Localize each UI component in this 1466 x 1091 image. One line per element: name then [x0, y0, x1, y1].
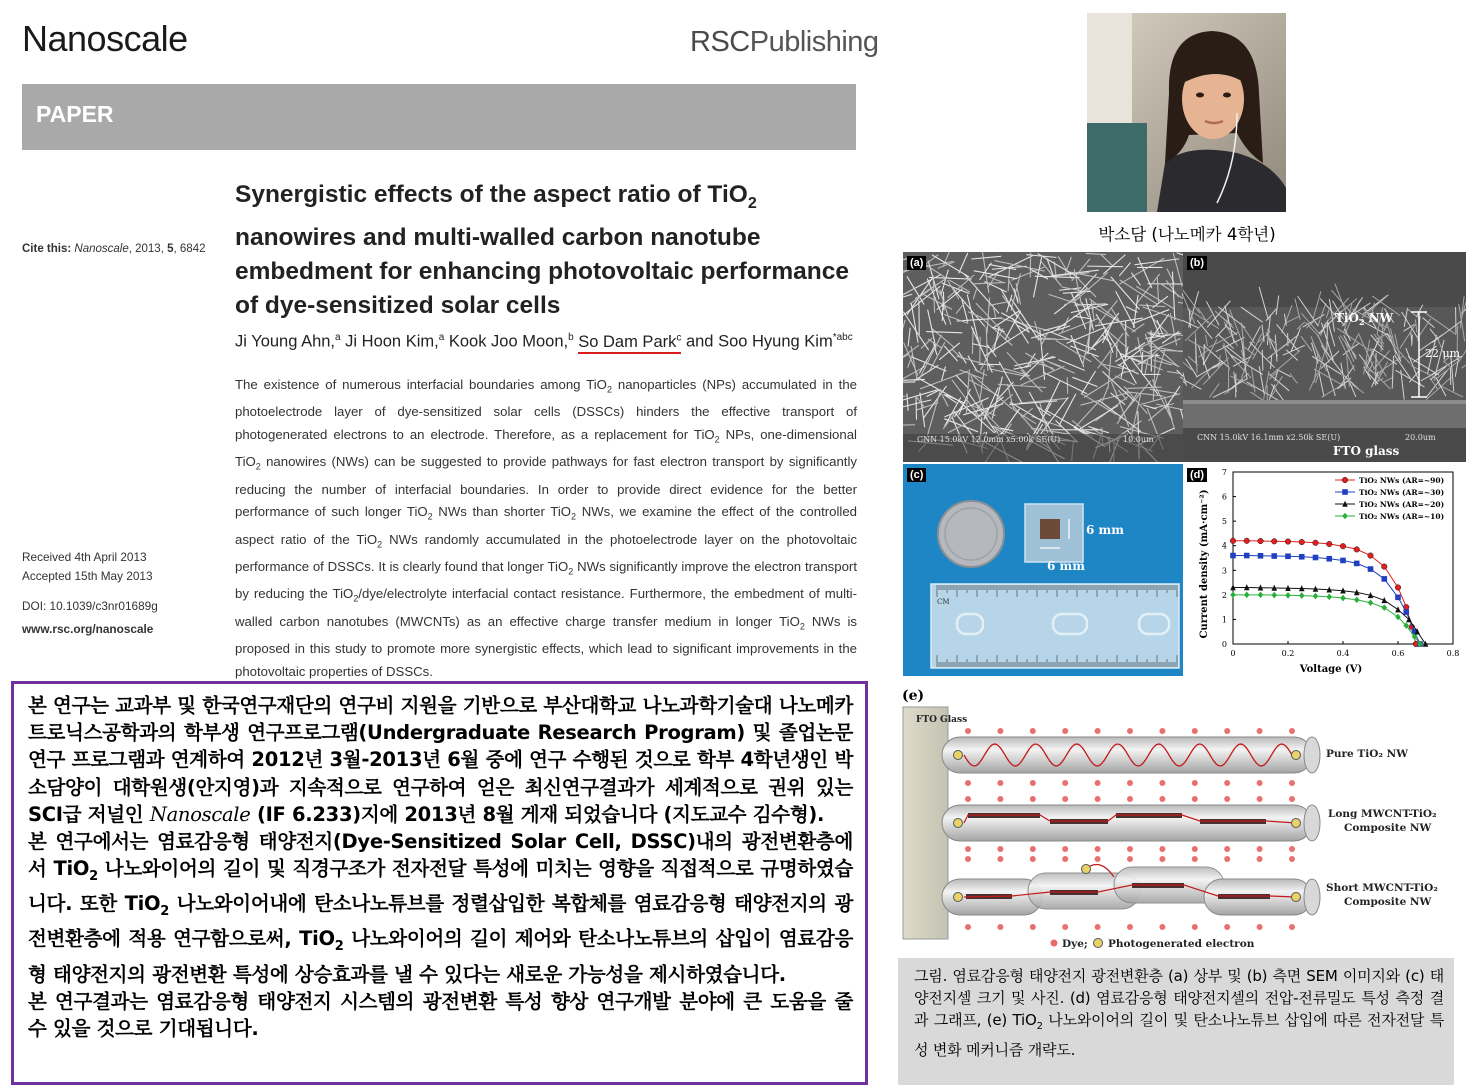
data-point	[1258, 538, 1264, 544]
data-point	[1340, 543, 1346, 549]
data-point	[1299, 554, 1305, 560]
author-list: Ji Young Ahn,$^a$ Ji Hoon Kim,$^a$ Kook Joo Moon,$^b$ So Dam Park$^c$ and Soo Hyung Kim$^{*abc}$	[235, 332, 853, 352]
data-point	[1230, 538, 1236, 544]
panel-label-e: (e)	[902, 688, 925, 704]
summary-paragraph-2: 본 연구에서는 염료감응형 태양전지(Dye-Sensitized Solar Cell, DSSC)내의 광전변환층에서 TiO$_2$ 나노와이어의 길이 및 직경구조가 전자전달 특성에 미치는 영향을 직접적으로 규명하였습니다. 또한 TiO$_2$ 나노와이어내에 탄소나노튜브를 정렬삽입한 복합체를 염료감응형 태양전지의 광전변환층에 적용 연구함으로써, TiO$_2$ 나노와이어의 길이 제어와 탄소나노튜브의 삽입이 염료감응형 태양전지의 광전변환 특성에 상승효과를 낼 수 있다는 새로운 가능성을 제시하였습니다.	[28, 830, 854, 986]
data-point	[1368, 553, 1374, 559]
journal-url[interactable]: www.rsc.org/nanoscale	[22, 622, 154, 636]
panel-label-d: (d)	[1187, 468, 1207, 482]
sem-a-info: CNN 15.0kV 12.0mm x5.00k SE(U)	[917, 435, 1061, 444]
data-point	[1381, 564, 1387, 570]
photo-caption: 박소담 (나노메카 4학년)	[1098, 225, 1276, 244]
data-point	[1271, 553, 1277, 559]
mechanism-schematic	[900, 687, 1466, 950]
paper-title: Synergistic effects of the aspect ratio of TiO$_2$ nanowires and multi-walled carbon nanotube embedment for enhancing photovoltaic performance of dye-sensitized solar cells	[235, 181, 849, 319]
portrait-image	[1087, 13, 1286, 212]
sem-b-nw-label: TiO	[1335, 311, 1359, 325]
figure-caption: 그림. 염료감응형 태양전지 광전변환층 (a) 상부 및 (b) 측면 SEM 이미지와 (c) 태양전지셀 크기 및 사진. (d) 염료감응형 태양전지셀의 전압-전류밀도 특성 측정 결과 그래프, (e) TiO$_2$ 나노와이어의 길이 및 탄소나노튜브 삽입에 따른 전자전달 특성 변화 메커니즘 개략도.	[898, 958, 1454, 1085]
journal-name: Nanoscale	[22, 18, 188, 59]
jv-chart-panel	[1183, 464, 1466, 676]
legend-entry: TiO₂ NWs (AR=~90)	[1359, 476, 1445, 485]
y-tick-label: 5	[1221, 517, 1227, 527]
legend-entry: TiO₂ NWs (AR=~30)	[1359, 488, 1445, 497]
solar-cell-photo-panel	[903, 464, 1183, 676]
long-composite-label-1: Long MWCNT-TiO₂	[1328, 808, 1437, 820]
data-point	[1326, 556, 1332, 562]
coin-icon	[938, 501, 1004, 567]
data-point	[1340, 558, 1346, 564]
dye-legend-label: Dye;	[1062, 938, 1088, 950]
panel-label-c: (c)	[907, 468, 926, 482]
data-point	[1326, 541, 1332, 547]
legend-entry: TiO₂ NWs (AR=~10)	[1359, 512, 1445, 521]
data-point	[1381, 576, 1387, 582]
fto-glass-slab	[903, 707, 948, 939]
short-composite-label-1: Short MWCNT-TiO₂	[1326, 882, 1438, 894]
abstract: The existence of numerous interfacial boundaries among TiO$_2$ nanoparticles (NPs) accumulated in the photoelectrode layer of dye-sensitized solar cells (DSSCs) hinders the effective transport of photogenerated electrons to an electrode. Therefore, as a replacement for TiO$_2$ NPs, one-dimensional TiO$_2$ nanowires (NWs) can be suggested to provide pathways for fast electron transport by significantly reducing the number of interfacial boundaries. In order to provide direct evidence for the better performance of such longer TiO$_2$ NWs than shorter TiO$_2$ NWs, we examine the effect of the controlled aspect ratio of the TiO$_2$ NWs randomly accumulated in the photoelectrode layer on the photovoltaic performance of DSSCs. It is clearly found that longer TiO$_2$ NWs significantly improve the electron transport by reducing the TiO$_2$/dye/electrolyte interfacial contact resistance. Furthermore, the embedment of multi-walled carbon nanotubes (MWCNTs) as an effective charge transfer medium in longer TiO$_2$ NWs is proposed in this study to promote more synergistic effects, which lead to significant improvements in the photovoltaic properties of DSSCs.	[235, 377, 858, 679]
data-point	[1299, 539, 1305, 545]
y-tick-label: 6	[1221, 492, 1227, 502]
y-tick-label: 7	[1221, 468, 1227, 477]
sem-a-scale: 10.0um	[1123, 435, 1154, 444]
data-point	[1313, 540, 1319, 546]
sem-b-thickness: 22 μm	[1425, 347, 1461, 360]
pure-nw-label: Pure TiO₂ NW	[1326, 748, 1408, 760]
y-tick-label: 1	[1221, 615, 1227, 625]
x-tick-label: 0	[1230, 649, 1236, 658]
y-tick-label: 3	[1221, 566, 1227, 576]
sem-top-image	[903, 252, 1183, 462]
cell-active-area	[1040, 519, 1060, 539]
panel-label-a: (a)	[907, 256, 926, 270]
data-point	[1285, 539, 1291, 545]
data-point	[1403, 609, 1409, 615]
sem-side-view-panel	[1183, 252, 1466, 462]
korean-summary-box	[11, 681, 868, 1085]
data-point	[1230, 553, 1236, 559]
sem-b-fto: FTO glass	[1333, 444, 1400, 458]
student-photo	[1087, 13, 1286, 212]
data-point	[1395, 595, 1401, 601]
x-tick-label: 0.8	[1446, 649, 1460, 658]
electron-legend-label: Photogenerated electron	[1108, 938, 1255, 950]
data-point	[1354, 561, 1360, 567]
panel-label-b: (b)	[1187, 256, 1207, 270]
data-point	[1354, 547, 1360, 553]
long-composite-label-2: Composite NW	[1344, 822, 1432, 834]
data-point	[1313, 555, 1319, 561]
data-point	[1342, 489, 1348, 495]
solar-cell-photo	[903, 464, 1183, 676]
sem-b-info: CNN 15.0kV 16.1mm x2.50k SE(U)	[1197, 433, 1341, 442]
sem-b-scale: 20.0um	[1405, 433, 1436, 442]
section-label: PAPER	[36, 101, 114, 127]
data-point	[1285, 553, 1291, 559]
highlighted-author: So Dam Park$^c$	[578, 333, 681, 354]
publisher-publishing: Publishing	[749, 26, 879, 58]
x-tick-label: 0.6	[1391, 649, 1405, 658]
sem-top-view-panel	[903, 252, 1183, 462]
citation: Cite this: Nanoscale, 2013, 5, 6842	[22, 243, 206, 255]
ruler-cm: CM	[937, 598, 950, 606]
legend-entry: TiO₂ NWs (AR=~20)	[1359, 500, 1445, 509]
sem-side-image	[1183, 252, 1466, 462]
summary-paragraph-1: 본 연구는 교과부 및 한국연구재단의 연구비 지원을 기반으로 부산대학교 나노과학기술대 나노메카트로닉스공학과의 학부생 연구프로그램(Undergraduate Research Program) 및 졸업논문 연구 프로그램과 연계하여 2012년 3월-2013년 6월 중에 연구 수행된 것으로 학부 4학년생인 박소담양이 대학원생(안지영)과 지속적으로 연구하여 얻은 최신연구결과가 세계적으로 권위 있는 SCI급 저널인 Nanoscale (IF 6.233)지에 2013년 8월 게재 되었습니다 (지도교수 김수형).	[28, 694, 853, 826]
y-tick-label: 0	[1221, 640, 1227, 649]
data-point	[1244, 553, 1250, 559]
y-tick-label: 2	[1221, 590, 1227, 600]
cell-dim-width: 6 mm	[1047, 559, 1085, 573]
publisher-rsc: RSC	[690, 26, 750, 58]
data-point	[1342, 477, 1348, 483]
electron-legend-icon	[1094, 939, 1103, 948]
article-meta	[22, 548, 158, 639]
data-point	[1271, 538, 1277, 544]
chart-y-label: Current density (mA·cm⁻²)	[1199, 489, 1210, 639]
summary-paragraph-3: 본 연구결과는 염료감응형 태양전지 시스템의 광전변환 특성 향상 연구개발 분야에 큰 도움을 줄 수 있을 것으로 기대됩니다.	[28, 989, 853, 1040]
publisher-logo	[690, 26, 879, 59]
data-point	[1395, 585, 1401, 591]
cell-dim-height: 6 mm	[1086, 523, 1124, 537]
accepted-date: Accepted 15th May 2013	[22, 569, 153, 583]
received-date: Received 4th April 2013	[22, 550, 147, 564]
chart-x-label: Voltage (V)	[1299, 664, 1363, 675]
data-point	[1258, 553, 1264, 559]
svg-text:TiO2 NW: TiO$_2$ NW	[1335, 311, 1394, 327]
pure-nw-tube	[942, 737, 1312, 773]
x-tick-label: 0.4	[1336, 649, 1350, 658]
doi: DOI: 10.1039/c3nr01689g	[22, 599, 158, 613]
x-tick-label: 0.2	[1281, 649, 1295, 658]
data-point	[1244, 538, 1250, 544]
data-point	[1368, 566, 1374, 572]
fto-glass-label: FTO Glass	[916, 715, 968, 725]
y-tick-label: 4	[1221, 541, 1227, 551]
ruler	[931, 584, 1179, 668]
short-composite-label-2: Composite NW	[1344, 896, 1432, 908]
jv-chart	[1183, 464, 1466, 676]
sem-b-nw-sub: 2	[1358, 317, 1365, 327]
dye-legend-icon	[1051, 940, 1058, 947]
section-banner	[22, 84, 856, 150]
mechanism-schematic-panel	[900, 687, 1466, 950]
